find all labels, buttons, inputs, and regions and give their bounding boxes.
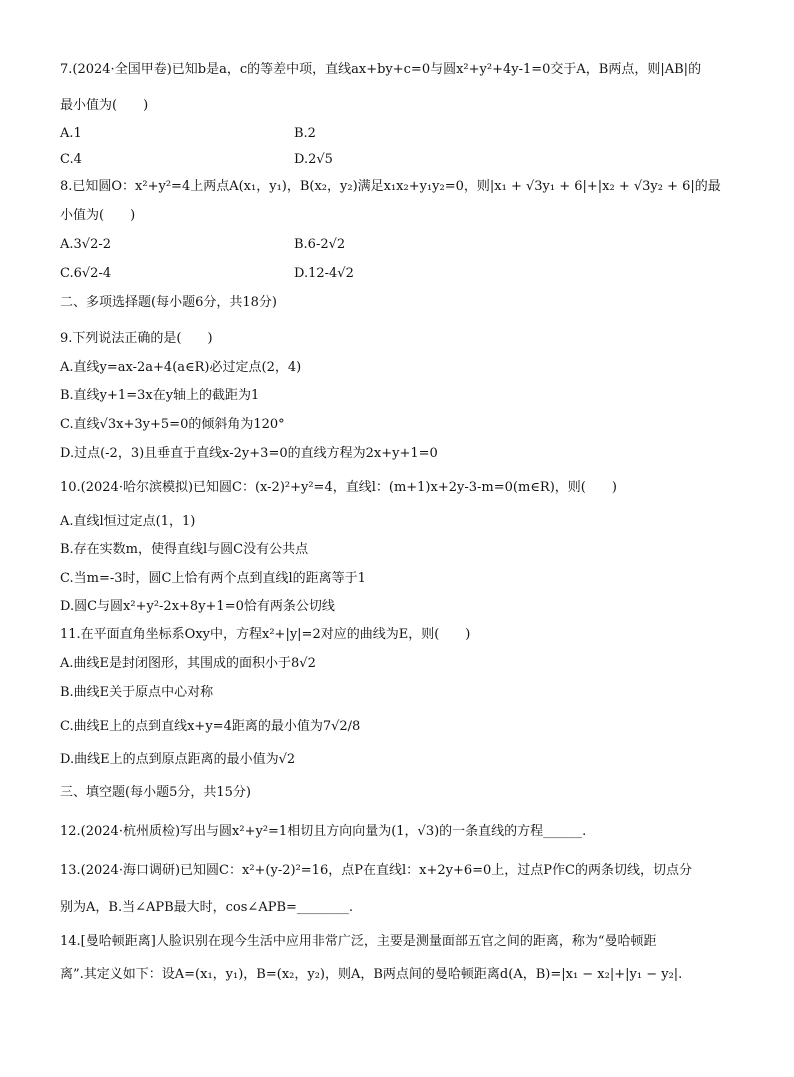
q10-stem: 10.(2024·哈尔滨模拟)已知圆C：(x-2)²+y²=4，直线l：(m+1)x+2y-3-m=0(m∈R)，则( ) — [60, 480, 617, 495]
q7-option-c: C.4 — [60, 152, 82, 167]
q9-stem: 9.下列说法正确的是( ) — [60, 331, 213, 346]
q9-option-c: C.直线√3x+3y+5=0的倾斜角为120° — [60, 417, 285, 432]
q8-option-a: A.3√2-2 — [60, 237, 112, 252]
q10-option-b: B.存在实数m，使得直线l与圆C没有公共点 — [60, 542, 309, 557]
q14-stem-line1: 14.[曼哈顿距离]人脸识别在现今生活中应用非常广泛，主要是测量面部五官之间的距离，称为“曼哈顿距 — [60, 934, 657, 949]
q8-option-b: B.6-2√2 — [294, 237, 346, 252]
q9-option-a: A.直线y=ax-2a+4(a∈R)必过定点(2，4) — [60, 360, 302, 375]
q11-stem: 11.在平面直角坐标系Oxy中，方程x²+|y|=2对应的曲线为E，则( ) — [60, 627, 471, 642]
q8-stem-line2: 小值为( ) — [60, 208, 136, 223]
q11-option-c: C.曲线E上的点到直线x+y=4距离的最小值为7√2/8 — [60, 719, 361, 734]
q7-stem-line1: 7.(2024·全国甲卷)已知b是a，c的等差中项，直线ax+by+c=0与圆x²+y²+4y-1=0交于A，B两点，则|AB|的 — [60, 62, 702, 77]
q13-stem-line2: 别为A，B.当∠APB最大时，cos∠APB=________. — [60, 900, 354, 915]
q11-option-d: D.曲线E上的点到原点距离的最小值为√2 — [60, 752, 296, 767]
section-heading-fill-in: 三、填空题(每小题5分，共15分) — [60, 785, 251, 800]
q7-option-a: A.1 — [60, 126, 82, 141]
section-heading-multiple-choice: 二、多项选择题(每小题6分，共18分) — [60, 295, 277, 310]
q11-option-a: A.曲线E是封闭图形，其围成的面积小于8√2 — [60, 656, 316, 671]
q10-option-d: D.圆C与圆x²+y²-2x+8y+1=0恰有两条公切线 — [60, 599, 335, 614]
q7-option-d: D.2√5 — [294, 152, 333, 167]
q13-stem-line1: 13.(2024·海口调研)已知圆C：x²+(y-2)²=16，点P在直线l：x+2y+6=0上，过点P作C的两条切线，切点分 — [60, 863, 692, 878]
q8-option-d: D.12-4√2 — [294, 266, 354, 281]
q8-stem-line1: 8.已知圆O：x²+y²=4上两点A(x₁，y₁)，B(x₂，y₂)满足x₁x₂+y₁y₂=0，则|x₁ + √3y₁ + 6|+|x₂ + √3y₂ + 6|的最 — [60, 179, 721, 194]
q10-option-c: C.当m=-3时，圆C上恰有两个点到直线l的距离等于1 — [60, 571, 366, 586]
q11-option-b: B.曲线E关于原点中心对称 — [60, 685, 214, 700]
q8-option-c: C.6√2-4 — [60, 266, 112, 281]
q9-option-b: B.直线y+1=3x在y轴上的截距为1 — [60, 388, 260, 403]
q9-option-d: D.过点(-2，3)且垂直于直线x-2y+3=0的直线方程为2x+y+1=0 — [60, 446, 438, 461]
q10-option-a: A.直线l恒过定点(1，1) — [60, 514, 196, 529]
q14-stem-line2: 离”.其定义如下：设A=(x₁，y₁)，B=(x₂，y₂)，则A，B两点间的曼哈顿距离d(A，B)=|x₁ − x₂|+|y₁ − y₂|. — [60, 967, 683, 982]
q12-stem: 12.(2024·杭州质检)写出与圆x²+y²=1相切且方向向量为(1，√3)的一条直线的方程______. — [60, 824, 587, 839]
q7-option-b: B.2 — [294, 126, 316, 141]
q7-stem-line2: 最小值为( ) — [60, 98, 149, 113]
